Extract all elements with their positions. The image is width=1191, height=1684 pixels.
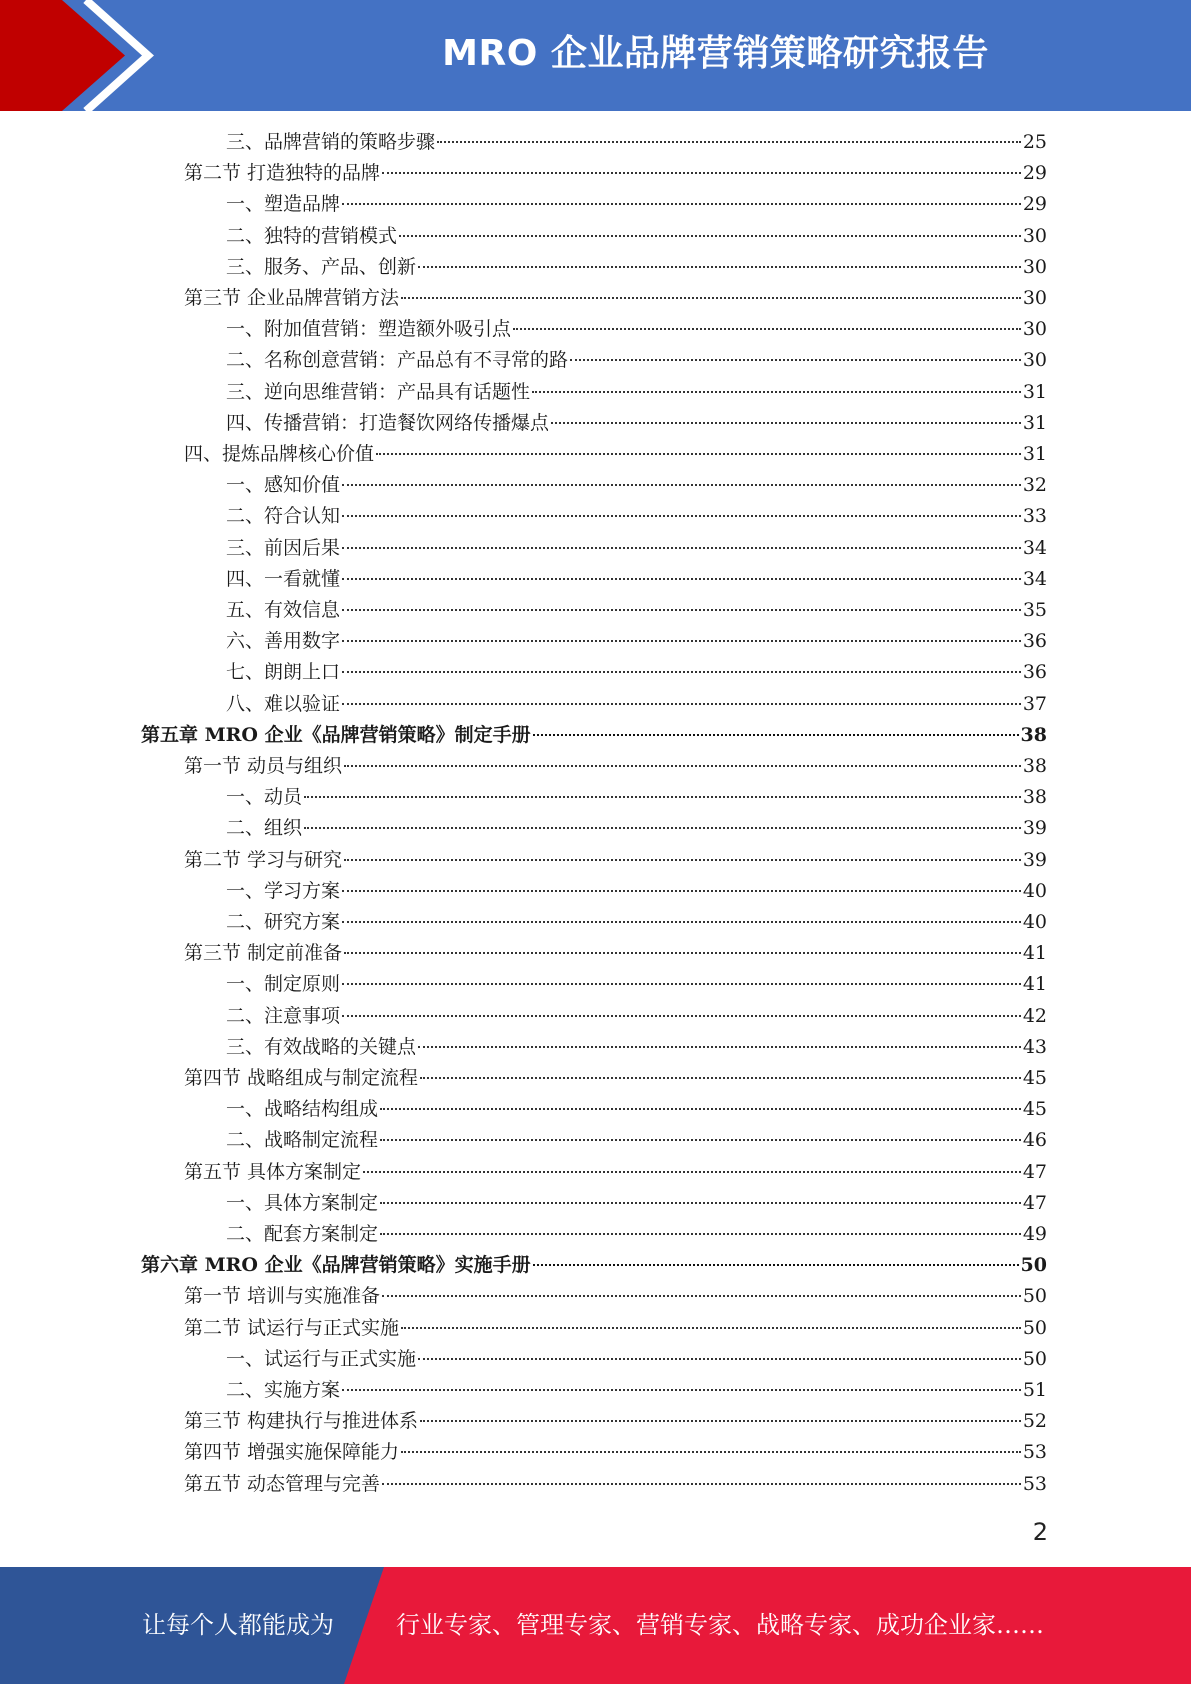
- toc-entry-title: 一、战略结构组成: [226, 1098, 379, 1121]
- toc-entry-title: 一、动员: [226, 786, 303, 809]
- red-chevron-decoration: [0, 0, 160, 111]
- toc-dot-leader: [376, 453, 1021, 455]
- toc-entry-section[interactable]: [184, 1281, 1047, 1312]
- toc-entry-item[interactable]: [226, 907, 1047, 938]
- toc-entry-title: 二、配套方案制定: [226, 1223, 379, 1245]
- toc-entry-page: 43: [1022, 1035, 1047, 1058]
- toc-dot-leader: [420, 1420, 1021, 1422]
- page-header: [0, 0, 1191, 111]
- toc-entry-title: 二、战略制定流程: [226, 1129, 379, 1152]
- toc-entry-item[interactable]: [226, 221, 1047, 252]
- toc-entry-page: 39: [1022, 848, 1047, 871]
- toc-dot-leader: [342, 484, 1021, 486]
- toc-entry-title: 第一节 培训与实施准备: [184, 1285, 381, 1308]
- toc-entry-item[interactable]: [226, 1219, 1047, 1250]
- toc-dot-leader: [342, 578, 1021, 580]
- toc-entry-section[interactable]: [184, 1469, 1047, 1500]
- toc-dot-leader: [533, 1264, 1019, 1266]
- toc-dot-leader: [382, 1295, 1021, 1297]
- toc-entry-title: 二、实施方案: [226, 1379, 341, 1401]
- toc-entry-page: 47: [1022, 1191, 1047, 1214]
- toc-entry-title: 第三节 企业品牌营销方法: [184, 287, 400, 309]
- toc-dot-leader: [342, 671, 1021, 673]
- toc-entry-title: 六、善用数字: [226, 630, 341, 653]
- toc-entry-item[interactable]: [226, 813, 1047, 844]
- toc-entry-item[interactable]: [226, 533, 1047, 564]
- toc-entry-section[interactable]: [184, 1157, 1047, 1188]
- toc-entry-page: 31: [1022, 443, 1047, 465]
- toc-entry-title: 三、服务、产品、创新: [226, 255, 417, 278]
- toc-dot-leader: [344, 765, 1021, 767]
- toc-dot-leader: [363, 1171, 1021, 1173]
- toc-dot-leader: [401, 1327, 1021, 1329]
- toc-entry-page: 50: [1022, 1347, 1047, 1370]
- toc-entry-title: 第三节 构建执行与推进体系: [184, 1410, 419, 1433]
- toc-entry-title: 第五节 具体方案制定: [184, 1160, 362, 1183]
- toc-entry-section[interactable]: [184, 751, 1047, 782]
- toc-entry-title: 四、传播营销：打造餐饮网络传播爆点: [226, 411, 550, 434]
- toc-entry-page: 50: [1022, 1285, 1047, 1308]
- toc-dot-leader: [342, 640, 1021, 642]
- toc-dot-leader: [342, 609, 1021, 611]
- toc-entry-page: 38: [1022, 786, 1047, 809]
- toc-entry-chapter[interactable]: [141, 1250, 1047, 1281]
- toc-entry-page: 30: [1022, 287, 1047, 309]
- toc-entry-section[interactable]: [184, 283, 1047, 314]
- toc-entry-item[interactable]: [226, 969, 1047, 1000]
- toc-entry-title: 三、逆向思维营销：产品具有话题性: [226, 380, 531, 403]
- toc-entry-item[interactable]: [226, 377, 1047, 408]
- toc-dot-leader: [401, 297, 1021, 299]
- toc-entry-title: 八、难以验证: [226, 692, 341, 715]
- toc-dot-leader: [342, 1389, 1021, 1391]
- toc-entry-item[interactable]: [226, 564, 1047, 595]
- toc-dot-leader: [513, 328, 1021, 330]
- toc-entry-chapter[interactable]: [141, 720, 1047, 751]
- toc-dot-leader: [437, 141, 1021, 143]
- toc-entry-item[interactable]: [226, 345, 1047, 376]
- toc-entry-item[interactable]: [226, 408, 1047, 439]
- toc-dot-leader: [380, 1202, 1021, 1204]
- toc-entry-page: 50: [1022, 1316, 1047, 1339]
- toc-entry-page: 33: [1022, 505, 1047, 528]
- toc-entry-title: 二、名称创意营销：产品总有不寻常的路: [226, 349, 569, 372]
- toc-entry-item[interactable]: [226, 876, 1047, 907]
- toc-entry-item[interactable]: [226, 1032, 1047, 1063]
- toc-entry-title: 一、塑造品牌: [226, 193, 341, 216]
- toc-entry-title: 一、制定原则: [226, 973, 341, 996]
- toc-dot-leader: [380, 1108, 1021, 1110]
- toc-dot-leader: [401, 1451, 1021, 1453]
- toc-dot-leader: [570, 359, 1021, 361]
- toc-entry-page: 31: [1022, 380, 1047, 403]
- toc-entry-item[interactable]: [226, 626, 1047, 657]
- toc-entry-title: 第二节 学习与研究: [184, 848, 343, 871]
- toc-entry-title: 第四节 增强实施保障能力: [184, 1441, 400, 1464]
- toc-dot-leader: [380, 1233, 1021, 1235]
- toc-entry-page: 50: [1020, 1254, 1047, 1277]
- toc-entry-item[interactable]: [226, 657, 1047, 688]
- toc-entry-section[interactable]: [184, 938, 1047, 969]
- toc-entry-item[interactable]: [226, 1344, 1047, 1375]
- toc-entry-page: 41: [1022, 973, 1047, 996]
- toc-dot-leader: [344, 859, 1021, 861]
- toc-dot-leader: [420, 1077, 1021, 1079]
- toc-entry-title: 二、注意事项: [226, 1004, 341, 1027]
- toc-entry-title: 第二节 试运行与正式实施: [184, 1316, 400, 1339]
- toc-entry-item[interactable]: [226, 127, 1047, 158]
- footer-slogan-left: 让每个人都能成为: [142, 1611, 334, 1639]
- toc-dot-leader: [342, 547, 1021, 549]
- toc-entry-item[interactable]: [226, 252, 1047, 283]
- toc-dot-leader: [533, 734, 1019, 736]
- toc-entry-title: 第五章 MRO 企业《品牌营销策略》制定手册: [141, 723, 531, 746]
- toc-dot-leader: [418, 1358, 1021, 1360]
- toc-entry-item[interactable]: [226, 470, 1047, 501]
- toc-entry-title: 第五节 动态管理与完善: [184, 1472, 381, 1495]
- toc-entry-section[interactable]: [184, 439, 1047, 470]
- toc-entry-page: 31: [1022, 411, 1047, 434]
- toc-entry-page: 40: [1022, 911, 1047, 933]
- toc-entry-page: 25: [1022, 131, 1047, 153]
- toc-dot-leader: [532, 391, 1021, 393]
- toc-entry-page: 47: [1022, 1160, 1047, 1183]
- toc-entry-section[interactable]: [184, 1437, 1047, 1468]
- page-number: 2: [1032, 1518, 1048, 1546]
- toc-dot-leader: [342, 890, 1021, 892]
- toc-entry-page: 30: [1022, 318, 1047, 341]
- toc-entry-page: 38: [1020, 723, 1047, 746]
- toc-entry-title: 四、提炼品牌核心价值: [184, 443, 375, 465]
- toc-entry-title: 二、研究方案: [226, 911, 341, 933]
- toc-entry-page: 36: [1022, 630, 1047, 653]
- toc-entry-title: 第一节 动员与组织: [184, 755, 343, 777]
- toc-entry-item[interactable]: [226, 689, 1047, 720]
- toc-entry-page: 39: [1022, 817, 1047, 840]
- toc-entry-item[interactable]: [226, 314, 1047, 345]
- toc-entry-section[interactable]: [184, 1406, 1047, 1437]
- toc-entry-page: 30: [1022, 255, 1047, 278]
- toc-dot-leader: [342, 983, 1021, 985]
- toc-entry-title: 一、具体方案制定: [226, 1191, 379, 1214]
- toc-entry-title: 一、附加值营销：塑造额外吸引点: [226, 318, 512, 341]
- toc-dot-leader: [342, 921, 1021, 923]
- toc-dot-leader: [304, 796, 1021, 798]
- toc-entry-item[interactable]: [226, 595, 1047, 626]
- toc-entry-item[interactable]: [226, 1094, 1047, 1125]
- toc-entry-page: 30: [1022, 349, 1047, 372]
- toc-entry-page: 41: [1022, 942, 1047, 965]
- toc-entry-title: 第二节 打造独特的品牌: [184, 162, 381, 185]
- toc-entry-page: 45: [1022, 1098, 1047, 1121]
- toc-entry-page: 29: [1022, 193, 1047, 216]
- toc-entry-page: 40: [1022, 879, 1047, 902]
- toc-dot-leader: [418, 1046, 1021, 1048]
- toc-entry-title: 一、感知价值: [226, 474, 341, 497]
- toc-entry-item[interactable]: [226, 1188, 1047, 1219]
- toc-entry-title: 第六章 MRO 企业《品牌营销策略》实施手册: [141, 1254, 531, 1277]
- toc-dot-leader: [382, 1483, 1021, 1485]
- toc-entry-title: 一、学习方案: [226, 879, 341, 902]
- toc-entry-title: 三、品牌营销的策略步骤: [226, 131, 436, 153]
- toc-dot-leader: [418, 266, 1021, 268]
- toc-entry-title: 二、组织: [226, 817, 303, 840]
- report-title: MRO 企业品牌营销策略研究报告: [442, 33, 989, 74]
- toc-entry-title: 第四节 战略组成与制定流程: [184, 1067, 419, 1089]
- toc-entry-page: 49: [1022, 1223, 1047, 1245]
- toc-dot-leader: [304, 827, 1021, 829]
- toc-entry-title: 第三节 制定前准备: [184, 942, 343, 965]
- toc-entry-title: 一、试运行与正式实施: [226, 1347, 417, 1370]
- toc-entry-item[interactable]: [226, 1125, 1047, 1156]
- toc-dot-leader: [342, 703, 1021, 705]
- toc-entry-section[interactable]: [184, 1063, 1047, 1094]
- toc-entry-item[interactable]: [226, 189, 1047, 220]
- toc-entry-page: 34: [1022, 536, 1047, 559]
- toc-entry-page: 32: [1022, 474, 1047, 497]
- toc-entry-title: 七、朗朗上口: [226, 661, 341, 684]
- footer-slogan-right: 行业专家、管理专家、营销专家、战略专家、成功企业家……: [396, 1611, 1044, 1639]
- toc-entry-title: 二、符合认知: [226, 505, 341, 528]
- toc-entry-page: 53: [1022, 1472, 1047, 1495]
- toc-entry-page: 42: [1022, 1004, 1047, 1027]
- toc-dot-leader: [342, 515, 1021, 517]
- toc-entry-section[interactable]: [184, 845, 1047, 876]
- toc-entry-page: 35: [1022, 599, 1047, 621]
- toc-entry-title: 三、前因后果: [226, 536, 341, 559]
- toc-entry-page: 52: [1022, 1410, 1047, 1433]
- toc-entry-title: 二、独特的营销模式: [226, 224, 398, 247]
- toc-entry-section[interactable]: [184, 158, 1047, 189]
- toc-dot-leader: [344, 952, 1021, 954]
- toc-entry-page: 29: [1022, 162, 1047, 185]
- toc-dot-leader: [342, 1015, 1021, 1017]
- toc-entry-page: 36: [1022, 661, 1047, 684]
- toc-entry-page: 46: [1022, 1129, 1047, 1152]
- toc-entry-section[interactable]: [184, 1313, 1047, 1344]
- toc-entry-page: 38: [1022, 755, 1047, 777]
- toc-entry-page: 51: [1022, 1379, 1047, 1401]
- toc-entry-item[interactable]: [226, 1001, 1047, 1032]
- toc-entry-title: 三、有效战略的关键点: [226, 1035, 417, 1058]
- toc-entry-item[interactable]: [226, 1375, 1047, 1406]
- toc-dot-leader: [380, 1139, 1021, 1141]
- toc-entry-title: 四、一看就懂: [226, 567, 341, 590]
- toc-dot-leader: [342, 203, 1021, 205]
- toc-entry-page: 53: [1022, 1441, 1047, 1464]
- toc-entry-page: 45: [1022, 1067, 1047, 1089]
- toc-dot-leader: [551, 422, 1021, 424]
- toc-entry-title: 五、有效信息: [226, 599, 341, 621]
- toc-entry-item[interactable]: [226, 782, 1047, 813]
- toc-entry-page: 30: [1022, 224, 1047, 247]
- toc-dot-leader: [382, 172, 1021, 174]
- toc-dot-leader: [399, 235, 1021, 237]
- toc-entry-item[interactable]: [226, 501, 1047, 532]
- toc-entry-page: 34: [1022, 567, 1047, 590]
- page-footer: [0, 1567, 1191, 1684]
- toc-entry-page: 37: [1022, 692, 1047, 715]
